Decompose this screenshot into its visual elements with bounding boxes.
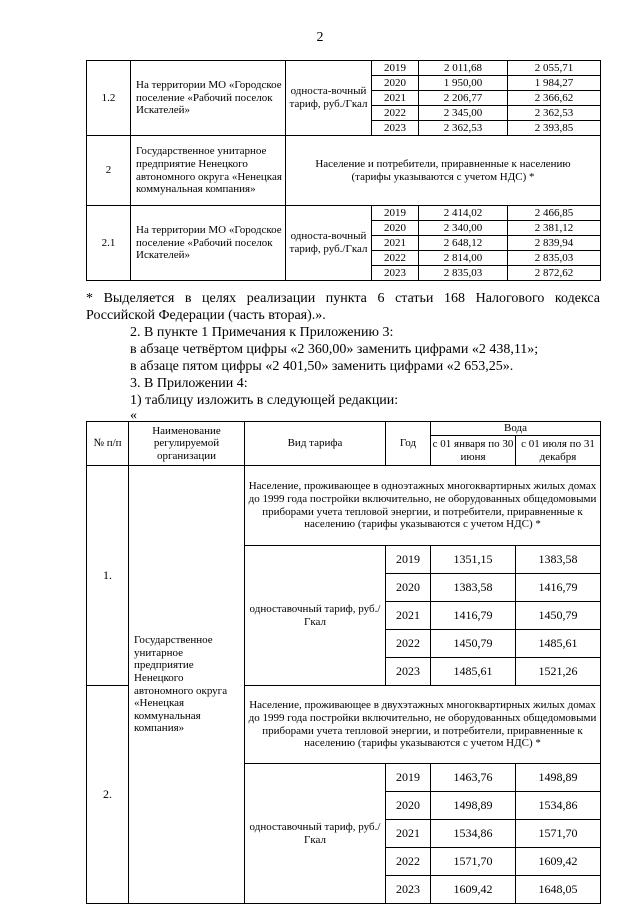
value-cell: 2 362,53 [508,106,601,121]
population-note: Население, проживающее в двухэтажных многоквартирных жилых домах до 1999 года постройки включительно, не оборудованных общедомовыми приборами учета тепловой энергии, и потребители, приравненные к населению (тарифы указываются с учетом НДС) * [245,686,601,764]
header-period-1: с 01 января по 30 июня [431,436,516,466]
value-cell: 1571,70 [516,820,601,848]
year-cell: 2020 [386,792,431,820]
year-cell: 2022 [386,630,431,658]
tariff-type: односта-вочный тариф, руб./Гкал [286,206,372,281]
year-cell: 2020 [386,574,431,602]
value-cell: 2 872,62 [508,266,601,281]
year-cell: 2019 [372,206,419,221]
year-cell: 2022 [386,848,431,876]
value-cell: 1416,79 [431,602,516,630]
quote-open: « [130,408,137,423]
value-cell: 2 835,03 [508,251,601,266]
header-num: № п/п [87,422,129,466]
row-number: 2 [87,136,131,206]
year-cell: 2023 [386,876,431,904]
value-cell: 1 950,00 [419,76,508,91]
note-line: Население и потребители, приравненные к населению [315,157,571,170]
year-cell: 2021 [386,602,431,630]
note-line: (тарифы указываются с учетом НДС) * [351,170,535,183]
value-cell: 2 839,94 [508,236,601,251]
population-note: Население, проживающее в одноэтажных многоквартирных жилых домах до 1999 года постройки включительно, не оборудованных общедомовыми приборами учета тепловой энергии, и потребители, приравненные к населению (тарифы указываются с учетом НДС) * [245,466,601,546]
year-cell: 2022 [372,106,419,121]
year-cell: 2019 [372,61,419,76]
value-cell: 1383,58 [431,574,516,602]
year-cell: 2020 [372,221,419,236]
amendment-item: 1) таблицу изложить в следующей редакции: [130,393,399,408]
value-cell: 1648,05 [516,876,601,904]
amendment-item: 3. В Приложении 4: [130,376,248,391]
value-cell: 2 835,03 [419,266,508,281]
value-cell: 1498,89 [431,792,516,820]
year-cell: 2022 [372,251,419,266]
header-year: Год [386,422,431,466]
value-cell: 1351,15 [431,546,516,574]
value-cell: 2 648,12 [419,236,508,251]
value-cell: 2 414,02 [419,206,508,221]
org-name: На территории МО «Городское поселение «Рабочий поселок Искателей» [131,61,286,136]
value-cell: 2 466,85 [508,206,601,221]
header-period-2: с 01 июля по 31 декабря [516,436,601,466]
page-number: 2 [316,30,324,45]
value-cell: 2 366,62 [508,91,601,106]
year-cell: 2021 [386,820,431,848]
row-number: 1. [87,466,129,686]
year-cell: 2023 [372,121,419,136]
value-cell: 1534,86 [431,820,516,848]
header-org: Наименование регулируемой организации [129,422,245,466]
year-cell: 2019 [386,764,431,792]
value-cell: 2 055,71 [508,61,601,76]
tariff-type: одноставочный тариф, руб./Гкал [245,546,386,686]
value-cell: 1450,79 [431,630,516,658]
year-cell: 2023 [386,658,431,686]
value-cell: 1485,61 [431,658,516,686]
year-cell: 2023 [372,266,419,281]
year-cell: 2020 [372,76,419,91]
value-cell: 1485,61 [516,630,601,658]
value-cell: 1383,58 [516,546,601,574]
value-cell: 1534,86 [516,792,601,820]
value-cell: 2 206,77 [419,91,508,106]
row-number: 2. [87,686,129,904]
tariff-type: одноставочный тариф, руб./Гкал [245,764,386,904]
year-cell: 2019 [386,546,431,574]
amendment-paragraph: в абзаце четвёртом цифры «2 360,00» заменить цифрами «2 438,11»; [130,342,539,357]
value-cell: 1463,76 [431,764,516,792]
header-tariff: Вид тарифа [245,422,386,466]
row-number: 1.2 [87,61,131,136]
tariff-table-appendix-4 [86,421,601,904]
value-cell: 1609,42 [516,848,601,876]
amendment-item: 2. В пункте 1 Примечания к Приложению 3: [130,325,394,340]
header-water: Вода [431,422,601,436]
footnote-line: Российской Федерации (часть вторая).». [86,308,326,323]
value-cell: 2 393,85 [508,121,601,136]
value-cell: 1416,79 [516,574,601,602]
tariff-table-continued [86,60,601,281]
org-name: Государственное унитарное предприятие Ненецкого автономного округа «Ненецкая коммунальная компания» [129,466,245,904]
year-cell: 2021 [372,236,419,251]
value-cell: 2 011,68 [419,61,508,76]
value-cell: 1571,70 [431,848,516,876]
amendment-paragraph: в абзаце пятом цифры «2 401,50» заменить цифрами «2 653,25». [130,359,514,374]
org-name: На территории МО «Городское поселение «Рабочий поселок Искателей» [131,206,286,281]
org-name: Государственное унитарное предприятие Ненецкого автономного округа «Ненецкая коммунальная компания» [131,136,286,206]
tariff-type: односта-вочный тариф, руб./Гкал [286,61,372,136]
value-cell: 2 814,00 [419,251,508,266]
value-cell: 1521,26 [516,658,601,686]
year-cell: 2021 [372,91,419,106]
value-cell: 1498,89 [516,764,601,792]
row-number: 2.1 [87,206,131,281]
value-cell: 1 984,27 [508,76,601,91]
footnote-line: * Выделяется в целях реализации пункта 6 статьи 168 Налогового кодекса [86,291,600,306]
value-cell: 2 340,00 [419,221,508,236]
value-cell: 1450,79 [516,602,601,630]
population-note [286,136,601,206]
value-cell: 1609,42 [431,876,516,904]
value-cell: 2 345,00 [419,106,508,121]
value-cell: 2 381,12 [508,221,601,236]
value-cell: 2 362,53 [419,121,508,136]
